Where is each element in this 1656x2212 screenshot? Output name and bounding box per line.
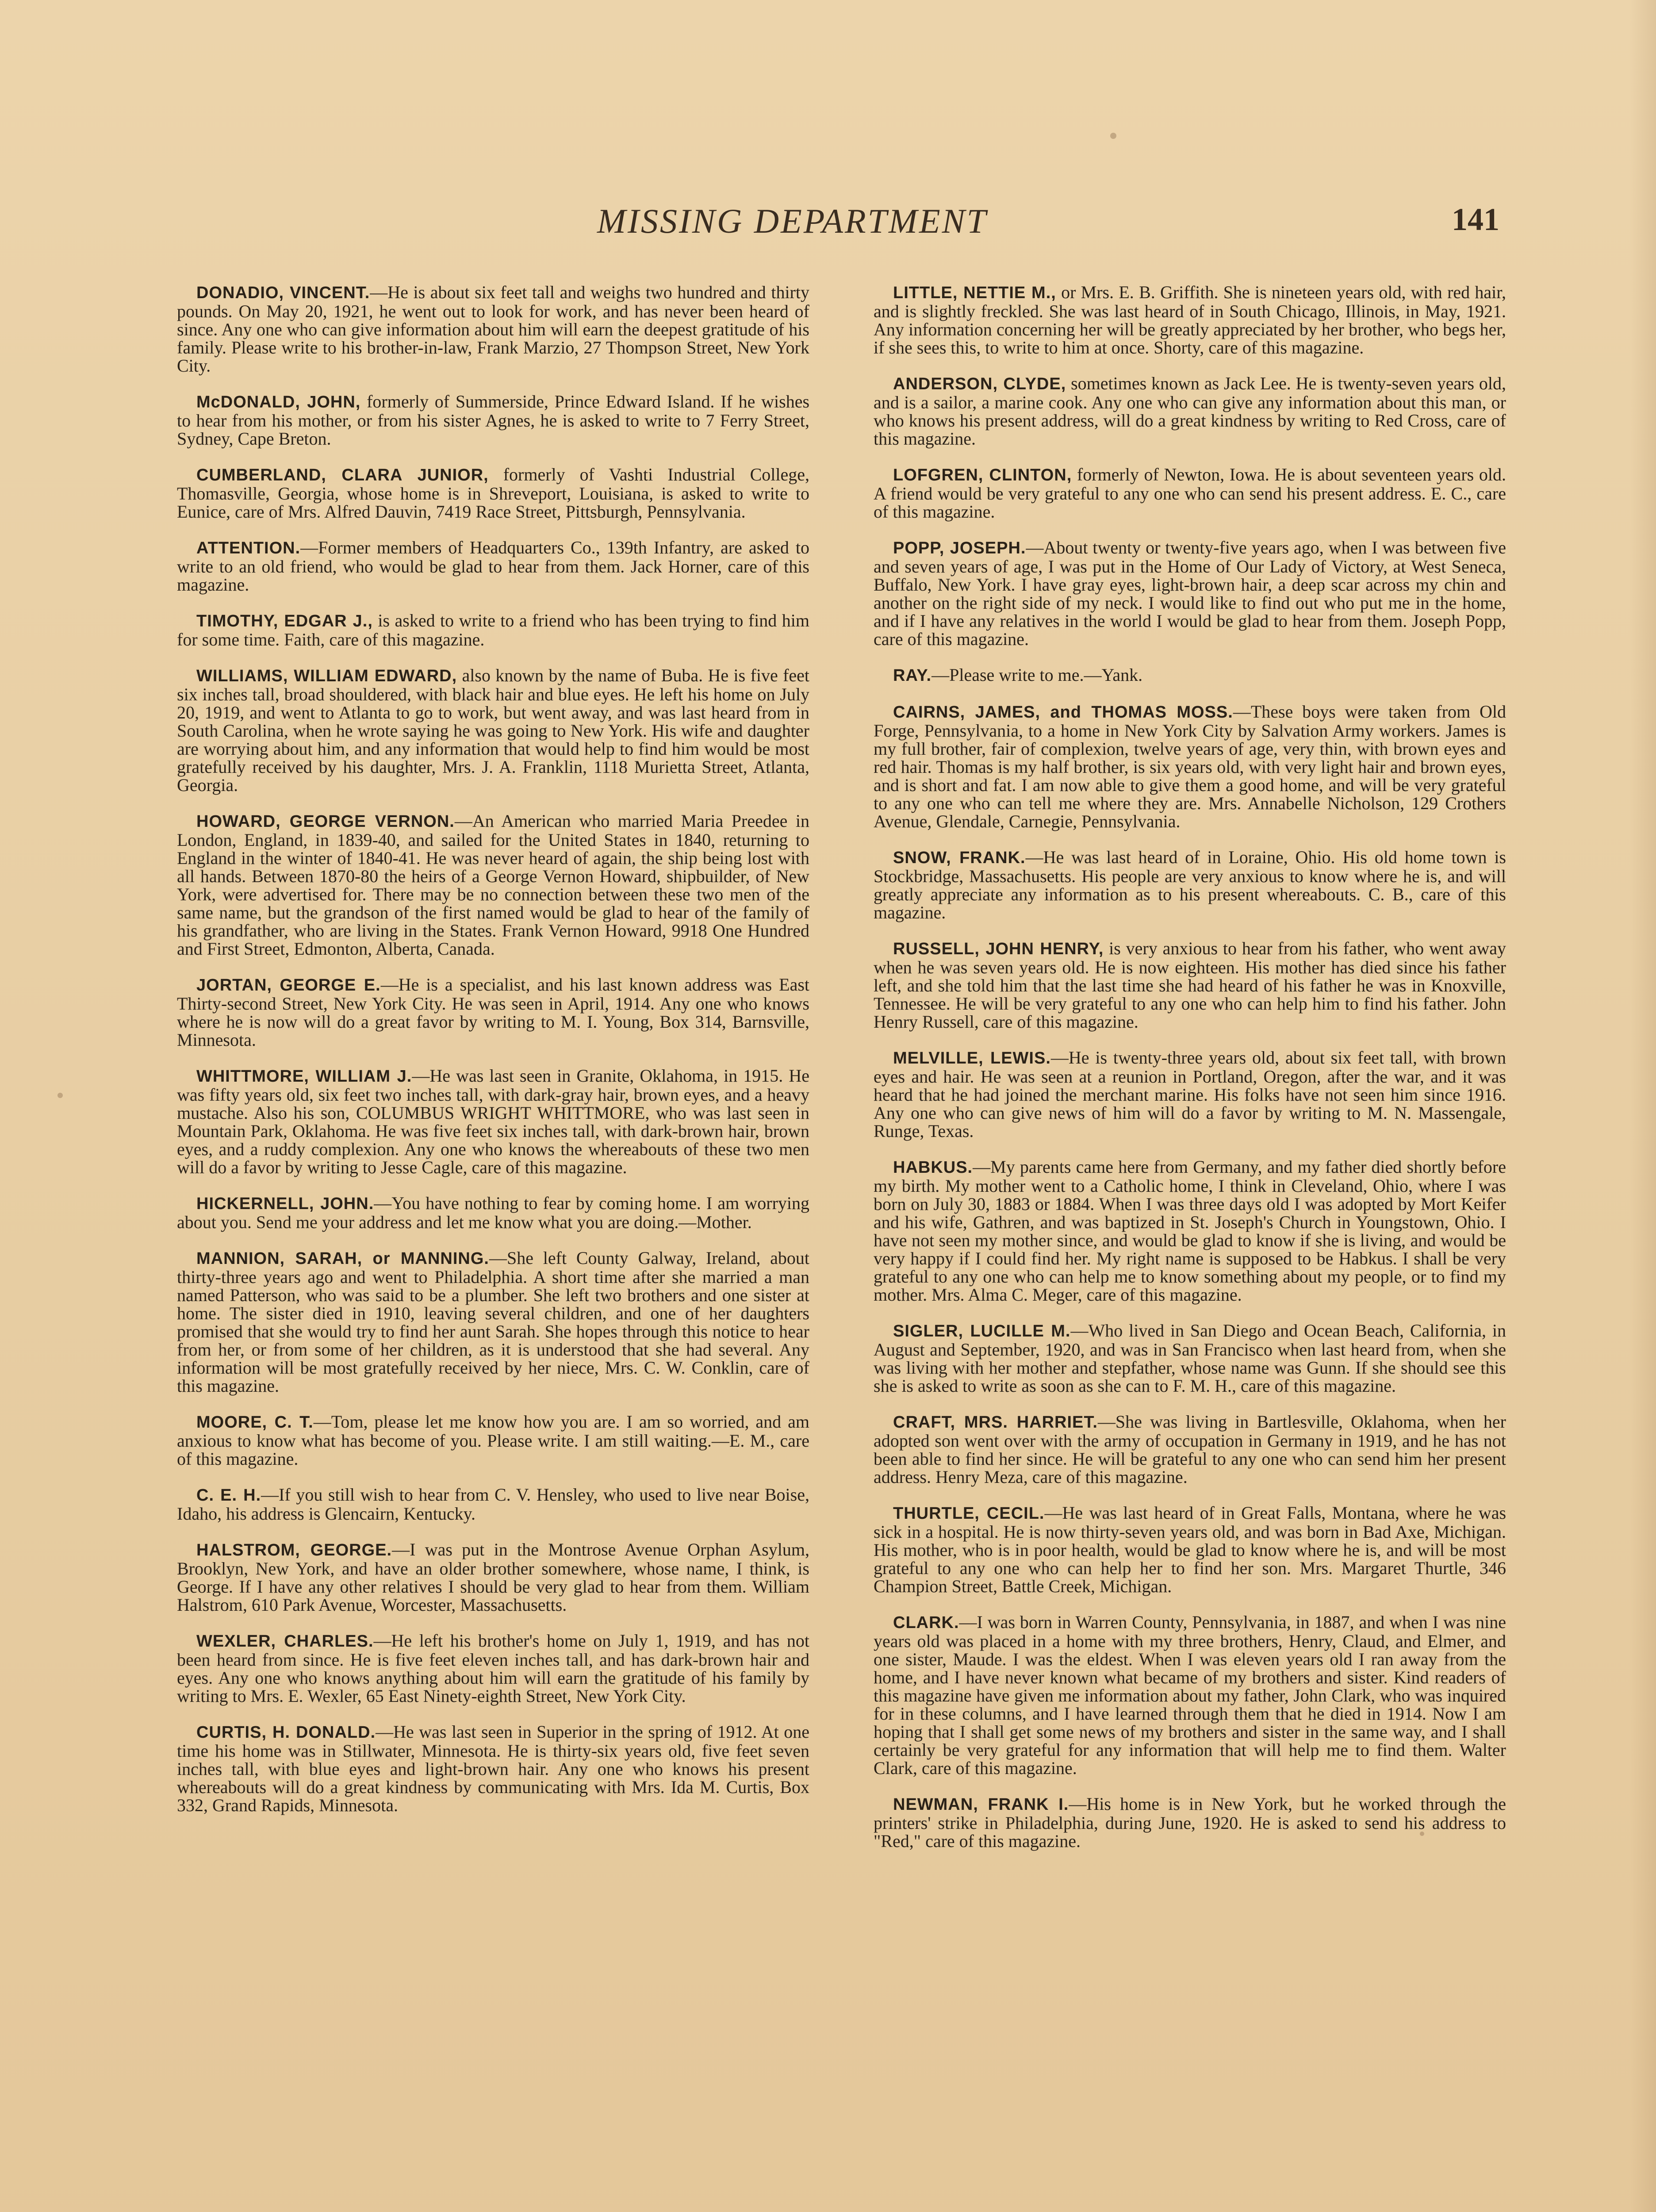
notice-text: formerly of Newton, Iowa. He is about seventeen years old. A friend would be very grateful to any one who can send his present address. E. C., care of this magazine.: [874, 465, 1506, 522]
notice-name: LITTLE, NETTIE M.,: [893, 284, 1056, 302]
notice-entry: [177, 1249, 809, 1395]
notice-name: CUMBERLAND, CLARA JUNIOR,: [196, 466, 489, 484]
notice-entry: [177, 283, 809, 375]
section-title: MISSING DEPARTMENT: [597, 202, 988, 240]
notice-text: —Who lived in San Diego and Ocean Beach, California, in August and September, 1920, and was in San Francisco when last heard from, when she was living with her mother and stepfather, whose name was Gunn. If she should see this she is asked to write as soon as she can to F. M. H., care of this magazine.: [874, 1321, 1506, 1396]
notice-entry: [874, 1795, 1506, 1850]
notice-entry: [177, 465, 809, 521]
notice-name: HOWARD, GEORGE VERNON.: [196, 812, 455, 831]
notice-name: WILLIAMS, WILLIAM EDWARD,: [196, 667, 457, 685]
notice-name: HALSTROM, GEORGE.: [196, 1541, 392, 1559]
notice-text: —He is about six feet tall and weighs two hundred and thirty pounds. On May 20, 1921, he went out to look for work, and has never been heard of since. Any one who can give information about him will earn the deepest gratitude of his family. Please write to his brother-in-law, Frank Marzio, 27 Thompson Street, New York City.: [177, 283, 809, 376]
notice-entry: [177, 812, 809, 958]
notice-entry: [874, 1048, 1506, 1140]
paper-speck: [1110, 133, 1116, 139]
notice-text: —He was last seen in Superior in the spring of 1912. At one time his home was in Stillwater, Minnesota. He is thirty-six years old, five feet seven inches tall, with blue eyes and light-brown hair. Any one who knows his present whereabouts will do a great kindness by communicating with Mrs. Ida M. Curtis, Box 332, Grand Rapids, Minnesota.: [177, 1722, 809, 1815]
notice-name: HABKUS.: [893, 1158, 973, 1177]
notice-text: —He is twenty-three years old, about six feet tall, with brown eyes and hair. He was seen at a reunion in Portland, Oregon, after the war, and it was heard that he had joined the merchant marine. His folks have not seen him since 1916. Any one who can give news of him will do a favor by writing to M. N. Massengale, Runge, Texas.: [874, 1048, 1506, 1141]
notice-entry: [874, 1613, 1506, 1777]
notice-text: —He was last heard of in Loraine, Ohio. His old home town is Stockbridge, Massachusetts. His people are very anxious to know where he is, and will greatly appreciate any information as to his present whereabouts. C. B., care of this magazine.: [874, 847, 1506, 922]
notice-text: —An American who married Maria Preedee in London, England, in 1839-40, and sailed for the United States in 1840, returning to England in the winter of 1840-41. He was never heard of again, the ship being lost with all hands. Between 1870-80 the heirs of a George Vernon Howard, shipbuilder, of New York, were advertised for. There may be no connection between these two men of the same name, but the grandson of the first named would be glad to hear of the family of his grandfather, who are living in the States. Frank Vernon Howard, 9918 One Hundred and First Street, Edmonton, Alberta, Canada.: [177, 811, 809, 959]
notice-name: MANNION, SARAH, or MANNING.: [196, 1249, 489, 1268]
right-column: [874, 283, 1506, 2212]
notice-name: ATTENTION.: [196, 539, 301, 557]
notice-name: C. E. H.: [196, 1486, 261, 1505]
notice-name: HICKERNELL, JOHN.: [196, 1194, 374, 1213]
notice-entry: [177, 392, 809, 448]
page-edge-shadow: [1629, 0, 1656, 2212]
notice-entry: [874, 538, 1506, 648]
notice-name: JORTAN, GEORGE E.: [196, 976, 381, 995]
notice-entry: [874, 703, 1506, 830]
notice-entry: [874, 1158, 1506, 1304]
notice-name: ANDERSON, CLYDE,: [893, 375, 1066, 393]
notice-text: —You have nothing to fear by coming home. I am worrying about you. Send me your address and let me know what you are doing.—Mother.: [177, 1193, 809, 1232]
notice-text: or Mrs. E. B. Griffith. She is nineteen years old, with red hair, and is slightly freckled. She was last heard of in South Chicago, Illinois, in May, 1921. Any information concerning her will be greatly appreciated by her brother, who begs her, if she sees this, to write to him at once. Shorty, care of this magazine.: [874, 283, 1506, 357]
notice-text: sometimes known as Jack Lee. He is twenty-seven years old, and is a sailor, a marine cook. Any one who can give any information about this man, or who knows his present address, will do a great kindness by writing to Red Cross, care of this magazine.: [874, 373, 1506, 449]
notice-text: —I was put in the Montrose Avenue Orphan Asylum, Brooklyn, New York, and have an older brother somewhere, whose name, I think, is George. If I have any other relatives I should be very glad to hear from them. William Halstrom, 610 Park Avenue, Worcester, Massachusetts.: [177, 1540, 809, 1615]
notice-name: SIGLER, LUCILLE M.: [893, 1322, 1071, 1340]
notice-text: is asked to write to a friend who has been trying to find him for some time. Faith, care of this magazine.: [177, 611, 809, 649]
notice-entry: [177, 666, 809, 794]
notice-entry: [177, 975, 809, 1049]
notice-text: formerly of Vashti Industrial College, Thomasville, Georgia, whose home is in Shreveport, Louisiana, is asked to write to Eunice, care of Mrs. Alfred Dauvin, 7419 Race Street, Pittsburgh, Pennsylvania.: [177, 465, 809, 522]
notice-name: CRAFT, MRS. HARRIET.: [893, 1413, 1098, 1432]
notice-name: LOFGREN, CLINTON,: [893, 466, 1072, 484]
notice-text: —Former members of Headquarters Co., 139th Infantry, are asked to write to an old friend, who would be glad to hear from them. Jack Horner, care of this magazine.: [177, 538, 809, 595]
notice-entry: [874, 283, 1506, 357]
notice-name: NEWMAN, FRANK I.: [893, 1795, 1069, 1814]
notice-entry: [874, 1321, 1506, 1395]
notice-name: CAIRNS, JAMES, and THOMAS MOSS.: [893, 703, 1233, 722]
notice-name: MELVILLE, LEWIS.: [893, 1049, 1051, 1068]
notice-entry: [177, 1194, 809, 1231]
notice-text: —Please write to me.—Yank.: [932, 665, 1143, 685]
notice-entry: [177, 1486, 809, 1523]
notice-entry: [177, 1632, 809, 1705]
notice-entry: [177, 1413, 809, 1468]
notice-name: McDONALD, JOHN,: [196, 393, 361, 411]
notice-name: WEXLER, CHARLES.: [196, 1632, 374, 1651]
notice-text: —About twenty or twenty-five years ago, when I was between five and seven years of age, I was put in the Home of Our Lady of Victory, at West Seneca, Buffalo, New York. I have gray eyes, light-brown hair, a deep scar across my chin and another on the right side of my neck. I would like to find out who put me in the home, and if I have any relatives in the world I would be glad to hear from them. Joseph Popp, care of this magazine.: [874, 538, 1506, 649]
page-header: [588, 201, 1499, 250]
notice-entry: [177, 1723, 809, 1814]
notice-name: CLARK.: [893, 1613, 959, 1632]
notice-name: WHITTMORE, WILLIAM J.: [196, 1067, 412, 1086]
notice-text: —She was living in Bartlesville, Oklahoma, when her adopted son went over with the army of occupation in Germany in 1919, and he has not been able to find her since. He will be grateful to any one who can send him her present address. Henry Meza, care of this magazine.: [874, 1412, 1506, 1487]
notice-text: —He is a specialist, and his last known address was East Thirty-second Street, New York City. He was seen in April, 1914. Any one who knows where he is now will do a great favor by writing to M. I. Young, Box 314, Barnsville, Minnesota.: [177, 975, 809, 1050]
left-column: [177, 283, 809, 2212]
notice-entry: [874, 666, 1506, 685]
notice-entry: [177, 1067, 809, 1176]
notice-text: also known by the name of Buba. He is five feet six inches tall, broad shouldered, with black hair and blue eyes. He left his home on July 20, 1919, and went to Atlanta to go to work, but went away, and was last heard from in South Carolina, when he wrote saying he was going to New York. His wife and daughter are worrying about him, and any information that would help to find him would be most gratefully received by his daughter, Mrs. J. A. Franklin, 1118 Murietta Street, Atlanta, Georgia.: [177, 665, 809, 795]
notice-text: is very anxious to hear from his father, who went away when he was seven years old. He is now eighteen. His mother has died since his father left, and she told him that the last time she had heard of his father he was in Knoxville, Tennessee. He will be very grateful to any one who can help him to find his father. John Henry Russell, care of this magazine.: [874, 938, 1506, 1032]
notice-text: —If you still wish to hear from C. V. Hensley, who used to live near Boise, Idaho, his address is Glencairn, Kentucky.: [177, 1485, 809, 1524]
notice-entry: [177, 1540, 809, 1614]
notice-name: CURTIS, H. DONALD.: [196, 1723, 376, 1742]
notice-text: —He was last heard of in Great Falls, Montana, where he was sick in a hospital. He is now thirty-seven years old, and was born in Bad Axe, Michigan. His mother, who is in poor health, would be glad to know where he is, and will be most grateful to any one who can help her to find her son. Mrs. Margaret Thurtle, 346 Champion Street, Battle Creek, Michigan.: [874, 1503, 1506, 1596]
notice-name: MOORE, C. T.: [196, 1413, 314, 1432]
notice-name: TIMOTHY, EDGAR J.,: [196, 612, 373, 630]
paper-speck: [58, 1093, 63, 1098]
notice-entry: [874, 465, 1506, 521]
notice-entry: [874, 1504, 1506, 1595]
notice-text: —I was born in Warren County, Pennsylvania, in 1887, and when I was nine years old was placed in a home with my three brothers, Henry, Claud, and Elmer, and one sister, Maude. I was the eldest. When I was eleven years old I ran away from the home, and I have never known what became of my brothers and sister. Kind readers of this magazine have given me information about my father, John Clark, who was inquired for in these columns, and I have learned through them that he died in 1914. Now I am hoping that I shall get some news of my brothers and sister in the same way, and I shall certainly be very grateful for any information that will help me to find them. Walter Clark, care of this magazine.: [874, 1612, 1506, 1778]
notice-text: —She left County Galway, Ireland, about thirty-three years ago and went to Philadelphia. A short time after she married a man named Patterson, who was said to be a plumber. She left two brothers and one sister at home. The sister died in 1910, leaving several children, and one of her daughters promised that she would try to find her aunt Sarah. She hopes through this notice to hear from her, or from some of her children, as it is understood that she had several. Any information will be most gratefully received by her niece, Mrs. C. W. Conklin, care of this magazine.: [177, 1248, 809, 1396]
notice-name: THURTLE, CECIL.: [893, 1504, 1045, 1523]
notice-text: —His home is in New York, but he worked through the printers' strike in Philadelphia, during June, 1920. He is asked to send his address to "Red," care of this magazine.: [874, 1794, 1506, 1851]
notice-name: DONADIO, VINCENT.: [196, 284, 370, 302]
notice-name: RUSSELL, JOHN HENRY,: [893, 940, 1104, 958]
notice-entry: [874, 848, 1506, 922]
notice-name: POPP, JOSEPH.: [893, 539, 1026, 557]
notice-text: —My parents came here from Germany, and my father died shortly before my birth. My mother went to a Catholic home, I think in Cleveland, Ohio, where I was born on July 30, 1883 or 1884. When I was three days old I was adopted by Mort Keifer and his wife, Gathren, and was baptized in St. Joseph's Church in Youngstown, Ohio. I have not seen my mother since, and would be glad to know if she is living, and would be very happy if I could find her. My right name is supposed to be Habkus. I shall be very grateful to any one who can help me to know something about my people, or to find my mother. Mrs. Alma C. Meger, care of this magazine.: [874, 1157, 1506, 1305]
notice-entry: [177, 611, 809, 649]
notice-text: formerly of Summerside, Prince Edward Island. If he wishes to hear from his mother, or from his sister Agnes, he is asked to write to 7 Ferry Street, Sydney, Cape Breton.: [177, 392, 809, 449]
notice-text: —He left his brother's home on July 1, 1919, and has not been heard from since. He is five feet eleven inches tall, and has dark-brown hair and eyes. Any one who knows anything about him will earn the gratitude of his family by writing to Mrs. E. Wexler, 65 East Ninety-eighth Street, New York City.: [177, 1631, 809, 1706]
notice-text: —Tom, please let me know how you are. I am so worried, and am anxious to know what has become of you. Please write. I am still waiting.—E. M., care of this magazine.: [177, 1412, 809, 1469]
notice-name: SNOW, FRANK.: [893, 849, 1026, 867]
notice-text: —These boys were taken from Old Forge, Pennsylvania, to a home in New York City by Salvation Army workers. James is my full brother, fair of complexion, twelve years of age, very thin, with brown eyes and red hair. Thomas is my half brother, is six years old, with very light hair and brown eyes, and is short and fat. I am now able to give them a good home, and will be very grateful to any one who can tell me where they are. Mrs. Annabelle Nicholson, 129 Crothers Avenue, Glendale, Carnegie, Pennsylvania.: [874, 702, 1506, 831]
notice-entry: [874, 1413, 1506, 1486]
notice-text: —He was last seen in Granite, Oklahoma, in 1915. He was fifty years old, six feet two inches tall, with dark-gray hair, brown eyes, and a heavy mustache. Also his son, COLUMBUS WRIGHT WHITTMORE, who was last seen in Mountain Park, Oklahoma. He was five feet six inches tall, with dark-brown hair, brown eyes, and a ruddy complexion. Any one who knows the whereabouts of these two men will do a favor by writing to Jesse Cagle, care of this magazine.: [177, 1066, 809, 1177]
notice-entry: [177, 538, 809, 594]
notice-name: RAY.: [893, 666, 932, 685]
notice-entry: [874, 939, 1506, 1031]
page-number: 141: [1452, 202, 1499, 237]
notice-entry: [874, 374, 1506, 448]
